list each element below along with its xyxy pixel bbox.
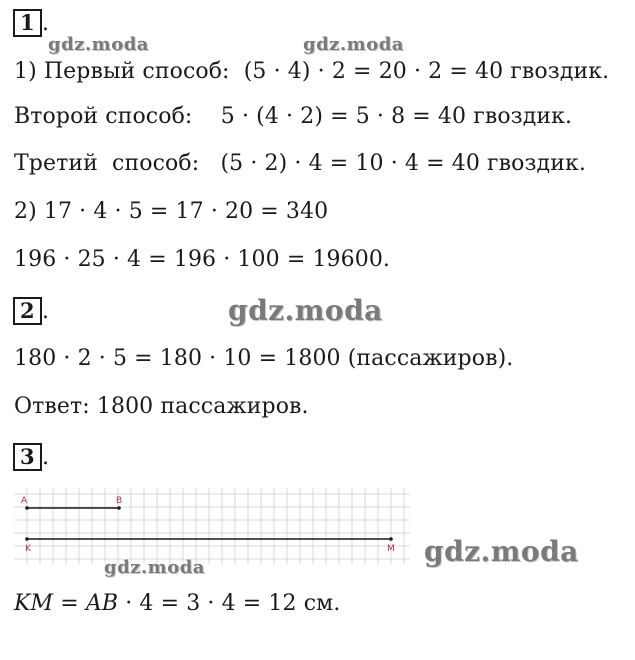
point-m: [389, 537, 393, 541]
point-a: [25, 506, 29, 510]
task-1-line-2: Второй способ: 5 · (4 · 2) = 5 · 8 = 40 гвоздик.: [14, 104, 573, 129]
task-2-line-2: Ответ: 1800 пассажиров.: [14, 394, 309, 419]
task-1-line-1: 1) Первый способ: (5 · 4) · 2 = 20 · 2 = 40 гвоздик.: [14, 59, 610, 84]
task-1-line-5: 196 · 25 · 4 = 196 · 100 = 19600.: [14, 247, 391, 272]
task-1-number-text: 1: [20, 10, 35, 35]
label-b: B: [116, 496, 123, 506]
watermark: gdz.moda: [228, 294, 383, 327]
task-3-number: [13, 443, 42, 471]
task-1-number: [13, 9, 42, 37]
task-3-formula: [14, 590, 340, 618]
task-2-number: [13, 297, 42, 325]
label-k: K: [25, 544, 31, 554]
watermark: gdz.moda: [104, 557, 205, 578]
task-2-line-1: 180 · 2 · 5 = 180 · 10 = 1800 (пассажиров).: [14, 346, 514, 371]
task-1-line-3: Третий способ: (5 · 2) · 4 = 10 · 4 = 40 гвоздик.: [14, 151, 586, 176]
task-3-number-dot: .: [42, 445, 49, 470]
grid-lines: [14, 488, 410, 564]
task-2-number-text: 2: [20, 298, 35, 323]
segment-grid-drawing: [14, 488, 410, 564]
watermark: gdz.moda: [303, 34, 404, 55]
point-b: [117, 506, 121, 510]
task-1-line-4: 2) 17 · 4 · 5 = 17 · 20 = 340: [14, 199, 329, 224]
task-3-formula-lhs: KM = AB: [14, 591, 119, 616]
label-m: M: [387, 544, 395, 554]
watermark: gdz.moda: [424, 535, 579, 568]
task-1-number-dot: .: [42, 11, 49, 36]
task-3-number-text: 3: [20, 444, 35, 469]
task-3-formula-rhs: · 4 = 3 · 4 = 12 см.: [118, 591, 341, 616]
label-a: A: [21, 496, 28, 506]
watermark: gdz.moda: [48, 34, 149, 55]
task-2-number-dot: .: [42, 299, 49, 324]
point-k: [25, 537, 29, 541]
